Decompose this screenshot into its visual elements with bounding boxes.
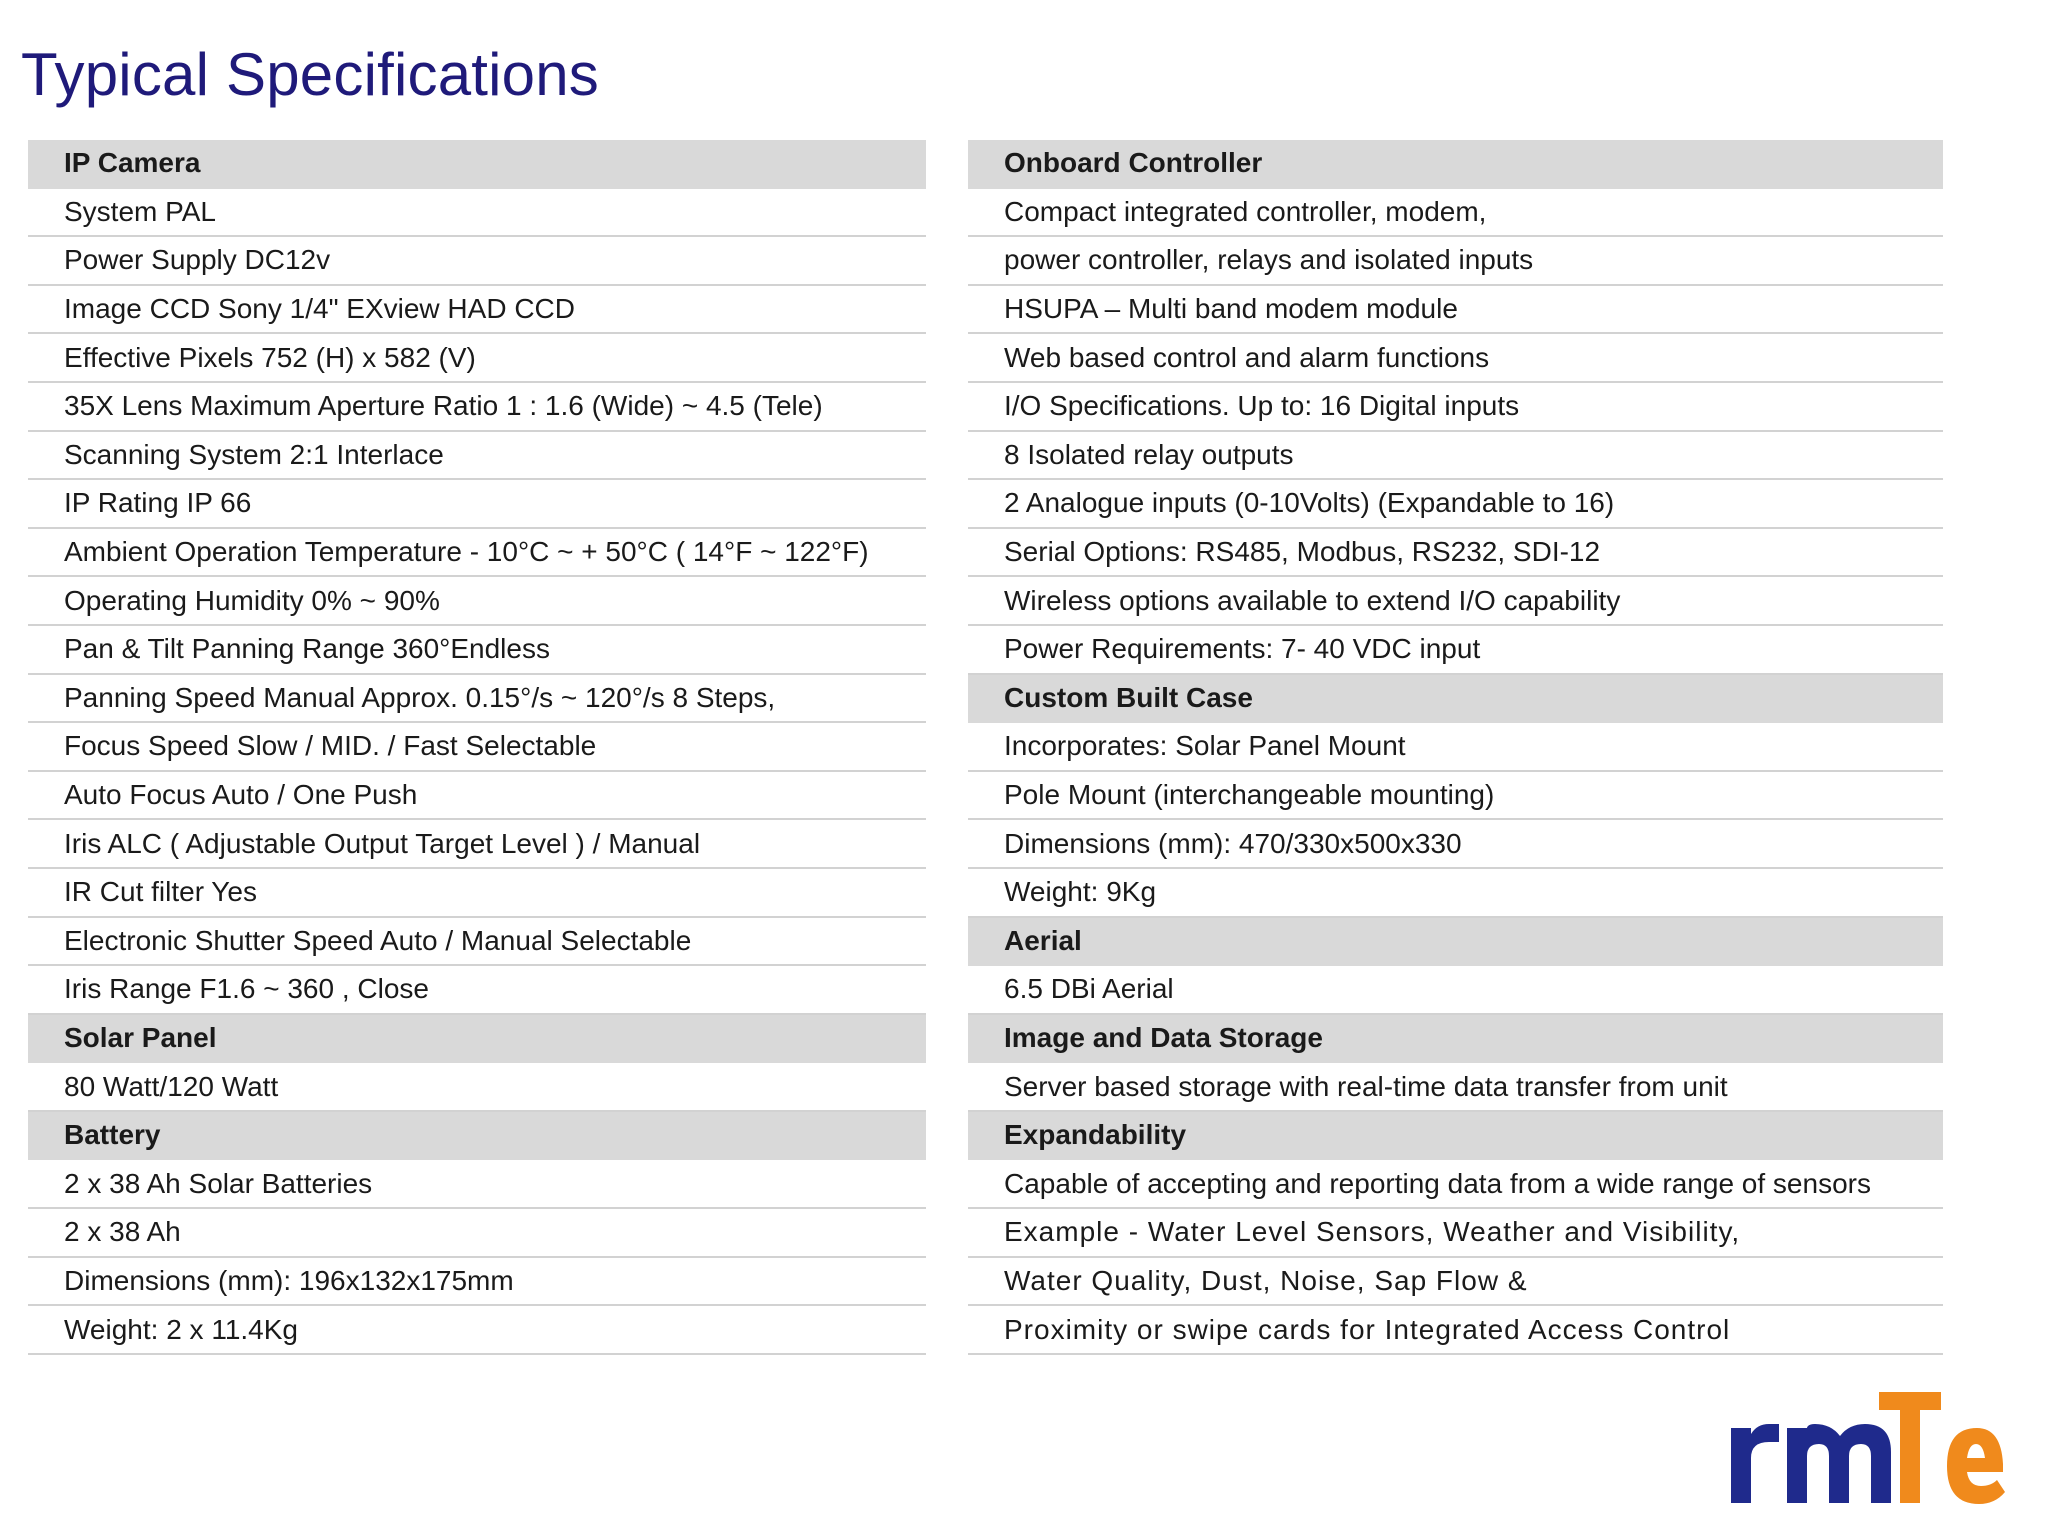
spec-row: Capable of accepting and reporting data from a wide range of sensors [968, 1160, 1943, 1209]
section-header-custom-built-case: Custom Built Case [968, 675, 1943, 724]
spec-row: Proximity or swipe cards for Integrated Access Control [968, 1306, 1943, 1355]
spec-row: Power Supply DC12v [28, 237, 926, 286]
spec-row: IP Rating IP 66 [28, 480, 926, 529]
spec-row: Iris Range F1.6 ~ 360 , Close [28, 966, 926, 1015]
spec-row: Focus Speed Slow / MID. / Fast Selectable [28, 723, 926, 772]
spec-row: Electronic Shutter Speed Auto / Manual Selectable [28, 918, 926, 967]
spec-row: Example - Water Level Sensors, Weather and Visibility, [968, 1209, 1943, 1258]
section-header-ip-camera: IP Camera [28, 140, 926, 189]
spec-row: 6.5 DBi Aerial [968, 966, 1943, 1015]
page-title: Typical Specifications [21, 41, 600, 108]
spec-row: Power Requirements: 7- 40 VDC input [968, 626, 1943, 675]
rmtek-logo [1725, 1378, 2010, 1508]
spec-row: 2 x 38 Ah [28, 1209, 926, 1258]
spec-row: Scanning System 2:1 Interlace [28, 432, 926, 481]
spec-row: System PAL [28, 189, 926, 238]
spec-row: Serial Options: RS485, Modbus, RS232, SDI-12 [968, 529, 1943, 578]
spec-row: Weight: 2 x 11.4Kg [28, 1306, 926, 1355]
spec-row: Wireless options available to extend I/O capability [968, 577, 1943, 626]
spec-row: 2 x 38 Ah Solar Batteries [28, 1160, 926, 1209]
spec-row: HSUPA – Multi band modem module [968, 286, 1943, 335]
section-header-onboard-controller: Onboard Controller [968, 140, 1943, 189]
section-header-expandability: Expandability [968, 1112, 1943, 1161]
spec-row: Dimensions (mm): 470/330x500x330 [968, 820, 1943, 869]
spec-row: Pole Mount (interchangeable mounting) [968, 772, 1943, 821]
spec-row: Weight: 9Kg [968, 869, 1943, 918]
spec-row: Ambient Operation Temperature - 10°C ~ + 50°C ( 14°F ~ 122°F) [28, 529, 926, 578]
section-header-solar-panel: Solar Panel [28, 1015, 926, 1064]
section-header-image-and-data-storage: Image and Data Storage [968, 1015, 1943, 1064]
spec-row: Operating Humidity 0% ~ 90% [28, 577, 926, 626]
spec-row: 2 Analogue inputs (0-10Volts) (Expandable to 16) [968, 480, 1943, 529]
spec-row: IR Cut filter Yes [28, 869, 926, 918]
spec-row: Iris ALC ( Adjustable Output Target Level ) / Manual [28, 820, 926, 869]
spec-row: 35X Lens Maximum Aperture Ratio 1 : 1.6 (Wide) ~ 4.5 (Tele) [28, 383, 926, 432]
spec-row: 80 Watt/120 Watt [28, 1063, 926, 1112]
spec-row: Web based control and alarm functions [968, 334, 1943, 383]
spec-row: Image CCD Sony 1/4" EXview HAD CCD [28, 286, 926, 335]
spec-row: Auto Focus Auto / One Push [28, 772, 926, 821]
spec-column-right [968, 140, 1943, 1355]
section-header-aerial: Aerial [968, 918, 1943, 967]
spec-column-left [28, 140, 926, 1355]
spec-row: Pan & Tilt Panning Range 360°Endless [28, 626, 926, 675]
spec-row: I/O Specifications. Up to: 16 Digital inputs [968, 383, 1943, 432]
spec-row: Dimensions (mm): 196x132x175mm [28, 1258, 926, 1307]
spec-row: Effective Pixels 752 (H) x 582 (V) [28, 334, 926, 383]
spec-row: Compact integrated controller, modem, [968, 189, 1943, 238]
spec-row: Panning Speed Manual Approx. 0.15°/s ~ 120°/s 8 Steps, [28, 675, 926, 724]
spec-row: Water Quality, Dust, Noise, Sap Flow & [968, 1258, 1943, 1307]
spec-row: Server based storage with real-time data transfer from unit [968, 1063, 1943, 1112]
spec-row: power controller, relays and isolated inputs [968, 237, 1943, 286]
spec-row: 8 Isolated relay outputs [968, 432, 1943, 481]
section-header-battery: Battery [28, 1112, 926, 1161]
spec-row: Incorporates: Solar Panel Mount [968, 723, 1943, 772]
